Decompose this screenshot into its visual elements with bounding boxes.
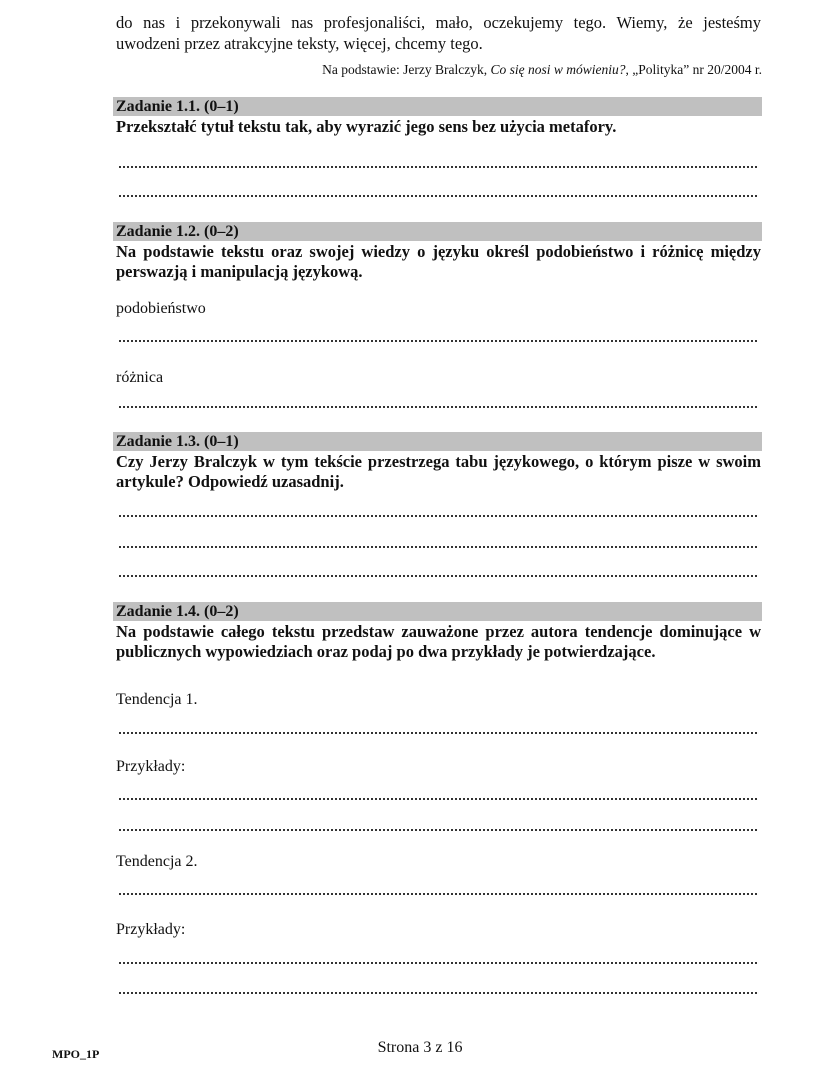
- label-examples-1: Przykłady:: [116, 758, 186, 775]
- source-title: Co się nosi w mówieniu?: [490, 62, 626, 77]
- task-1-3-prompt: Czy Jerzy Bralczyk w tym tekście przestrzega tabu językowego, o którym pisze w swoim artykule? Odpowiedź uzasadnij.: [116, 452, 761, 491]
- answer-line[interactable]: [119, 829, 757, 831]
- task-1-4-prompt: Na podstawie całego tekstu przedstaw zauważone przez autora tendencje dominujące w publicznych wypowiedziach oraz podaj po dwa przykłady je potwierdzające.: [116, 622, 761, 661]
- intro-paragraph: [116, 12, 761, 54]
- answer-line[interactable]: [119, 893, 757, 895]
- answer-line[interactable]: [119, 195, 757, 197]
- label-tendency-2: Tendencja 2.: [116, 853, 198, 870]
- source-suffix: , „Polityka” nr 20/2004 r.: [625, 62, 762, 77]
- answer-line[interactable]: [119, 962, 757, 964]
- answer-line[interactable]: [119, 575, 757, 577]
- answer-line[interactable]: [119, 406, 757, 408]
- task-1-3-header: [113, 432, 762, 451]
- source-prefix: Na podstawie: Jerzy Bralczyk,: [322, 62, 491, 77]
- answer-line[interactable]: [119, 515, 757, 517]
- task-1-1-title: Zadanie 1.1. (0–1): [116, 98, 239, 115]
- intro-line-1: do nas i przekonywali nas profesjonaliści, mało, oczekujemy tego. Wiemy, że jesteśmy: [116, 13, 761, 32]
- source-citation: [322, 62, 762, 78]
- footer-page-number: Strona 3 z 16: [377, 1039, 463, 1056]
- task-1-4-header: [113, 602, 762, 621]
- task-1-4-title: Zadanie 1.4. (0–2): [116, 603, 239, 620]
- label-tendency-1: Tendencja 1.: [116, 691, 198, 708]
- task-1-1-header: [113, 97, 762, 116]
- task-1-3-title: Zadanie 1.3. (0–1): [116, 433, 239, 450]
- task-1-2-prompt: Na podstawie tekstu oraz swojej wiedzy o języku określ podobieństwo i różnicę między perswazją i manipulacją językową.: [116, 242, 761, 281]
- answer-line[interactable]: [119, 340, 757, 342]
- answer-line[interactable]: [119, 798, 757, 800]
- answer-line[interactable]: [119, 992, 757, 994]
- answer-line[interactable]: [119, 166, 757, 168]
- intro-line-2: uwodzeni przez atrakcyjne teksty, więcej, chcemy tego.: [116, 34, 483, 53]
- answer-line[interactable]: [119, 546, 757, 548]
- task-1-2-header: [113, 222, 762, 241]
- label-difference: różnica: [116, 369, 164, 386]
- label-similarity: podobieństwo: [116, 300, 206, 317]
- footer-exam-code: MPO_1P: [52, 1047, 100, 1061]
- label-examples-2: Przykłady:: [116, 921, 186, 938]
- answer-line[interactable]: [119, 732, 757, 734]
- task-1-1-prompt: Przekształć tytuł tekstu tak, aby wyrazić jego sens bez użycia metafory.: [116, 117, 617, 136]
- task-1-2-title: Zadanie 1.2. (0–2): [116, 223, 239, 240]
